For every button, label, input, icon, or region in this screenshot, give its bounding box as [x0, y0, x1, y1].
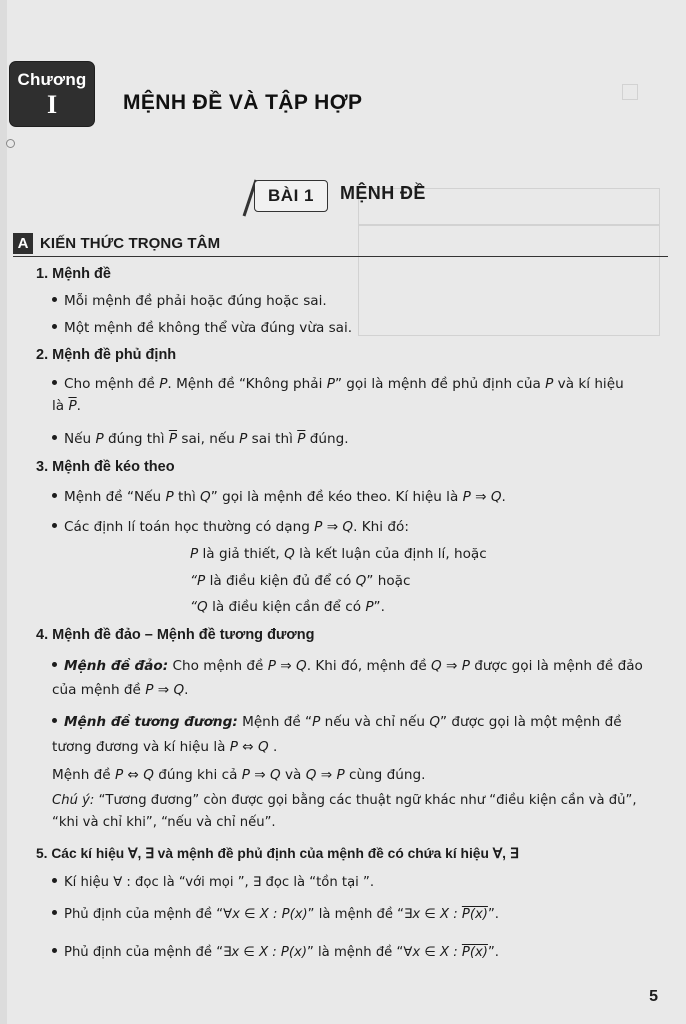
text: Phủ định của mệnh đề “	[64, 907, 224, 922]
symbol: Q	[429, 714, 441, 730]
bullet-icon	[52, 718, 57, 723]
text: Phủ định của mệnh đề “	[64, 945, 224, 960]
text: ” được gọi là một mệnh đề	[440, 714, 622, 730]
text: được gọi là mệnh đề đảo	[469, 658, 643, 674]
symbol: $\overline{P}$	[168, 431, 178, 447]
formula: P(x)	[461, 945, 488, 960]
heading-ki-hieu: 5. Các kí hiệu ∀, ∃ và mệnh đề phủ định của mệnh đề có chứa kí hiệu ∀, ∃	[36, 846, 519, 861]
formula: P ⇒ Q	[145, 682, 185, 698]
text: đúng khi cả	[153, 767, 242, 783]
text: ” gọi là mệnh đề phủ định của	[334, 376, 546, 392]
text: nếu và chỉ nếu	[320, 714, 430, 730]
list-item	[52, 292, 327, 310]
formula: P(x)	[461, 907, 488, 922]
formula: Q ⇒ P	[431, 658, 470, 674]
text: của mệnh đề	[52, 682, 146, 698]
text: đúng.	[305, 431, 349, 447]
text: sai thì	[247, 431, 298, 447]
indented-line	[190, 572, 410, 590]
list-item	[52, 874, 374, 892]
list-item	[52, 906, 499, 924]
text: ”.	[487, 945, 499, 960]
indented-line	[190, 545, 487, 563]
symbol: P	[545, 376, 554, 392]
note-label: Chú ý:	[52, 793, 95, 808]
list-item	[52, 657, 643, 675]
text: thì	[173, 489, 201, 505]
text: là kết luận của định lí, hoặc	[294, 546, 487, 562]
bullet-icon	[52, 493, 57, 498]
symbol: P	[239, 431, 248, 447]
heading-keo-theo: 3. Mệnh đề kéo theo	[36, 459, 175, 475]
text: tương đương và kí hiệu là	[52, 739, 230, 755]
list-item	[52, 713, 622, 731]
paragraph	[52, 766, 425, 784]
bullet-icon	[52, 380, 57, 385]
page-spine	[0, 0, 7, 1024]
chapter-title: MỆNH ĐỀ VÀ TẬP HỢP	[123, 91, 363, 114]
show-through-table	[358, 224, 660, 336]
text: sai, nếu	[177, 431, 240, 447]
formula: P ⇒ Q	[241, 767, 281, 783]
section-badge: A	[13, 233, 33, 254]
heading-dao-tuong-duong: 4. Mệnh đề đảo – Mệnh đề tương đương	[36, 627, 315, 643]
symbol: P	[165, 489, 174, 505]
text: Mệnh đề “Nếu	[64, 489, 166, 505]
text: là điều kiện đủ để có	[209, 573, 356, 589]
heading-phu-dinh: 2. Mệnh đề phủ định	[36, 347, 177, 363]
text: là điều kiện cần để có	[212, 599, 366, 615]
formula: P ⇒ Q	[314, 519, 354, 535]
term-label: Mệnh đề tương đương:	[64, 714, 238, 730]
text: ”.	[373, 599, 385, 615]
text: . Mệnh đề “Không phải	[167, 376, 327, 392]
formula: ∃x ∈ X :	[404, 907, 462, 922]
symbol: P	[95, 431, 104, 447]
show-through-icon	[622, 84, 638, 100]
symbol: $\overline{P}$	[68, 398, 77, 414]
formula: P ⇒ Q	[267, 658, 307, 674]
text: ” gọi là mệnh đề kéo theo. Kí hiệu là	[210, 489, 463, 505]
text: đúng thì	[103, 431, 169, 447]
bullet-icon	[52, 435, 57, 440]
bullet-icon	[52, 662, 57, 667]
text: và	[280, 767, 306, 783]
list-item-cont: của mệnh đề P ⇒ Q.	[52, 682, 189, 698]
bullet-icon	[52, 324, 57, 329]
formula: P ⇔ Q	[229, 739, 269, 755]
chapter-number: I	[46, 90, 58, 119]
symbol: Q	[284, 546, 295, 562]
text: Cho mệnh đề	[64, 376, 160, 392]
lesson-header	[232, 178, 442, 220]
list-item	[52, 518, 409, 536]
text: “Tương đương” còn được gọi bằng các thuật ngữ khác như “điều kiện cần và đủ”,	[94, 793, 637, 808]
list-item	[52, 319, 352, 337]
formula: ∀x ∈ X :	[403, 945, 462, 960]
indented-line	[190, 598, 385, 616]
bullet-icon	[52, 523, 57, 528]
list-item-cont: là $\overline{P}$.	[52, 398, 81, 414]
formula: Q ⇒ P	[305, 767, 345, 783]
text: ” hoặc	[366, 573, 411, 589]
symbol: Q	[200, 489, 211, 505]
text: ” là mệnh đề “	[306, 945, 404, 960]
item-text: Mỗi mệnh đề phải hoặc đúng hoặc sai.	[64, 293, 327, 309]
list-item: Mệnh đề “Nếu P thì Q” gọi là mệnh đề kéo theo. Kí hiệu là P ⇒ Q.	[52, 488, 506, 506]
symbol: P	[365, 599, 374, 615]
lesson-label: BÀI 1	[254, 180, 328, 212]
list-item	[52, 944, 499, 962]
bullet-icon	[52, 297, 57, 302]
bullet-icon	[52, 948, 57, 953]
binding-hole	[6, 139, 15, 148]
text: Mệnh đề	[52, 767, 115, 783]
symbol: Q	[355, 573, 367, 589]
list-item-cont: tương đương và kí hiệu là P ⇔ Q .	[52, 739, 278, 755]
term-label: Mệnh đề đảo:	[64, 658, 169, 674]
formula: P ⇔ Q	[114, 767, 154, 783]
heading-menh-de: 1. Mệnh đề	[36, 266, 111, 282]
formula: ∃x ∈ X : P(x)	[223, 945, 307, 960]
text: cùng đúng.	[344, 767, 426, 783]
text: ” là mệnh đề “	[307, 907, 405, 922]
chapter-label: Chương	[17, 70, 87, 89]
formula: P ⇒ Q	[462, 489, 502, 505]
text: Kí hiệu ∀ : đọc là “với mọi ”, ∃ đọc là “tồn tại ”.	[64, 875, 375, 890]
text: và kí hiệu	[553, 376, 624, 392]
symbol: “P	[190, 573, 206, 589]
text: Mệnh đề “	[237, 714, 313, 730]
text: là giả thiết,	[198, 546, 285, 562]
note	[52, 792, 637, 810]
item-text: Một mệnh đề không thể vừa đúng vừa sai.	[64, 320, 353, 336]
bullet-icon	[52, 910, 57, 915]
list-item	[52, 375, 624, 393]
symbol: P	[159, 376, 168, 392]
chapter-tab	[10, 62, 94, 126]
symbol: P	[326, 376, 335, 392]
text: ”.	[487, 907, 499, 922]
lesson-title: MỆNH ĐỀ	[340, 183, 426, 203]
text: . Khi đó:	[353, 519, 409, 535]
text: là	[52, 398, 69, 414]
text: “khi và chỉ khi”, “nếu và chỉ nếu”.	[52, 815, 276, 830]
formula: ∀x ∈ X : P(x)	[223, 907, 308, 922]
text: . Khi đó, mệnh đề	[306, 658, 432, 674]
note-cont	[52, 814, 276, 832]
text: Nếu	[64, 431, 96, 447]
symbol: P	[190, 546, 199, 562]
page-number: 5	[649, 988, 658, 1005]
section-title: KIẾN THỨC TRỌNG TÂM	[40, 235, 221, 252]
bullet-icon	[52, 878, 57, 883]
list-item	[52, 430, 349, 448]
symbol: P	[312, 714, 321, 730]
symbol: “Q	[190, 599, 208, 615]
text: Cho mệnh đề	[168, 658, 268, 674]
section-rule	[13, 256, 668, 257]
text: Các định lí toán học thường có dạng	[64, 519, 315, 535]
symbol: $\overline{P}$	[297, 431, 306, 447]
